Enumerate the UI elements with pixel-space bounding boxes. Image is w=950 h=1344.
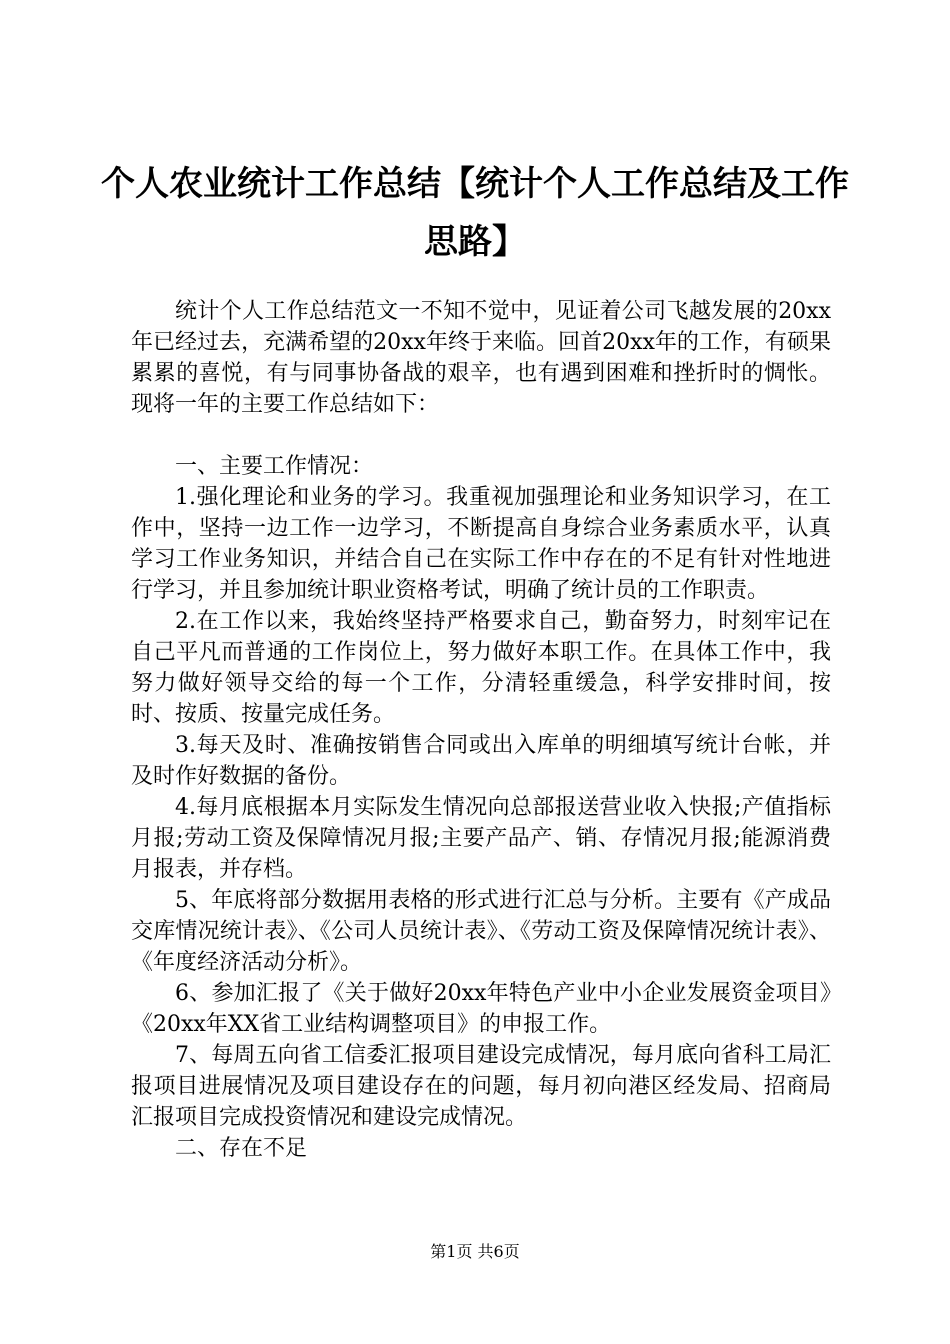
- document-body: [131, 296, 831, 1164]
- work-item-4: 4.每月底根据本月实际发生情况向总部报送营业收入快报;产值指标月报;劳动工资及保障情况月报;主要产品产、销、存情况月报;能源消费月报表，并存档。: [131, 795, 831, 882]
- work-item-6: 6、参加汇报了《关于做好20xx年特色产业中小企业发展资金项目》《20xx年XX省工业结构调整项目》的申报工作。: [131, 981, 831, 1037]
- work-item-7: 7、每周五向省工信委汇报项目建设完成情况，每月底向省科工局汇报项目进展情况及项目建设存在的问题，每月初向港区经发局、招商局汇报项目完成投资情况和建设完成情况。: [131, 1043, 831, 1130]
- intro-paragraph: 统计个人工作总结范文一不知不觉中，见证着公司飞越发展的20xx年已经过去，充满希望的20xx年终于来临。回首20xx年的工作，有硕果累累的喜悦，有与同事协备战的艰辛，也有遇到困难和挫折时的惆怅。现将一年的主要工作总结如下：: [131, 299, 831, 417]
- work-item-2: 2.在工作以来，我始终坚持严格要求自己，勤奋努力，时刻牢记在自己平凡而普通的工作岗位上，努力做好本职工作。在具体工作中，我努力做好领导交给的每一个工作，分清轻重缓急，科学安排时间，按时、按质、按量完成任务。: [131, 609, 831, 727]
- page-footer: 第1页 共6页: [430, 1242, 520, 1261]
- work-item-5: 5、年底将部分数据用表格的形式进行汇总与分析。主要有《产成品交库情况统计表》、《公司人员统计表》、《劳动工资及保障情况统计表》、《年度经济活动分析》。: [131, 888, 831, 975]
- document-title: 个人农业统计工作总结【统计个人工作总结及工作思路】: [101, 164, 849, 262]
- work-item-1: 1.强化理论和业务的学习。我重视加强理论和业务知识学习，在工作中，坚持一边工作一边学习，不断提高自身综合业务素质水平，认真学习工作业务知识，并结合自己在实际工作中存在的不足有针对性地进行学习，并且参加统计职业资格考试，明确了统计员的工作职责。: [131, 485, 831, 603]
- section-heading-shortcomings: 二、存在不足: [175, 1136, 308, 1161]
- work-item-3: 3.每天及时、准确按销售合同或出入库单的明细填写统计台帐，并及时作好数据的备份。: [131, 733, 831, 789]
- section-heading-main-work: 一、主要工作情况：: [175, 454, 374, 479]
- paragraph-gap: [131, 420, 831, 451]
